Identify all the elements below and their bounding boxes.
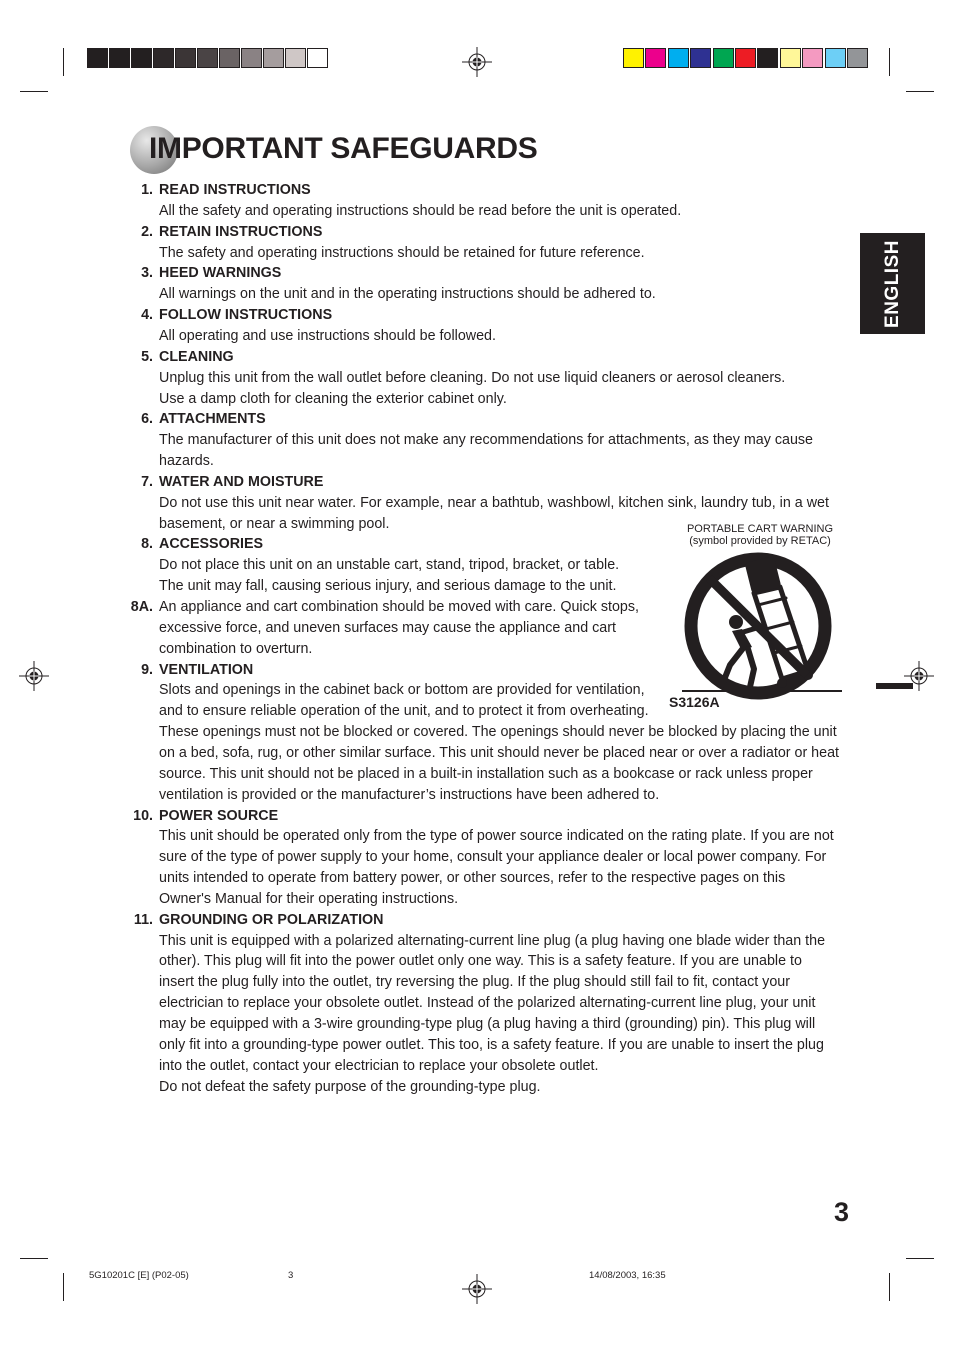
item-heading: GROUNDING OR POLARIZATION xyxy=(159,911,384,928)
item-number: 8. xyxy=(141,536,153,553)
page-title: IMPORTANT SAFEGUARDS xyxy=(149,132,538,165)
item-text-line: All the safety and operating instructions should be read before the unit is operated. xyxy=(159,202,682,219)
color-swatch xyxy=(802,48,823,68)
item-number: 10. xyxy=(133,807,153,824)
item-number: 1. xyxy=(141,182,153,198)
item-heading: VENTILATION xyxy=(159,661,254,678)
item-text-line: electrician to replace your obsolete outlet. Instead of the polarized alternating-current line plug, your unit xyxy=(159,995,816,1012)
item-text-line: combination to overturn. xyxy=(159,640,313,657)
trim-mark xyxy=(906,1258,934,1259)
gray-swatch xyxy=(131,48,152,68)
item-text-line: The manufacturer of this unit does not make any recommendations for attachments, as they may cause xyxy=(159,432,814,449)
item-text-line: may be equipped with a 3-wire grounding-type plug (a plug having a third (grounding) pin). This plug will xyxy=(159,1016,816,1032)
gray-swatch xyxy=(285,48,306,68)
language-tab xyxy=(860,233,925,334)
color-swatch xyxy=(713,48,734,68)
item-text-line: All warnings on the unit and in the operating instructions should be adhered to. xyxy=(159,286,656,303)
item-text-line: An appliance and cart combination should be moved with care. Quick stops, xyxy=(159,599,640,615)
item-text-line: Use a damp cloth for cleaning the exterior cabinet only. xyxy=(159,390,507,407)
color-swatch xyxy=(623,48,644,68)
figure-caption: PORTABLE CART WARNING xyxy=(686,523,834,535)
trim-mark xyxy=(906,91,934,92)
item-heading: CLEANING xyxy=(159,348,234,365)
item-text-line: on a bed, sofa, rug, or other similar surface. This unit should never be placed near or over a radiator or heat xyxy=(159,744,840,761)
gray-swatch xyxy=(241,48,262,68)
item-text-line: All operating and use instructions should be followed. xyxy=(159,327,496,344)
language-tab-label: ENGLISH xyxy=(881,239,903,328)
item-text-line: basement, or near a swimming pool. xyxy=(159,515,390,532)
item-text-line: Do not place this unit on an unstable cart, stand, tripod, bracket, or table. xyxy=(159,557,620,574)
gray-swatch xyxy=(307,48,328,68)
item-text-line: This unit is equipped with a polarized alternating-current line plug (a plug having one blade wider than the xyxy=(159,932,826,949)
item-number: 8A. xyxy=(130,599,153,615)
color-swatch xyxy=(825,48,846,68)
item-number: 3. xyxy=(141,265,153,282)
item-text-line: This unit should be operated only from the type of power source indicated on the rating plate. If you are not xyxy=(159,828,834,845)
item-heading: POWER SOURCE xyxy=(159,807,279,824)
item-text-line: only fit into a grounding-type power outlet. This too, is a safety feature. If you are unable to insert the plug xyxy=(159,1036,824,1053)
color-swatch xyxy=(735,48,756,68)
item-text-line: The unit may fall, causing serious injury, and serious damage to the unit. xyxy=(159,578,617,595)
item-text-line: Owner's Manual for their operating instructions. xyxy=(159,890,459,907)
gray-swatch xyxy=(263,48,284,68)
trim-mark xyxy=(20,91,48,92)
figure-code: S3126A xyxy=(669,694,720,710)
footer-page: 3 xyxy=(288,1270,294,1281)
item-number: 4. xyxy=(141,307,153,324)
color-swatch xyxy=(668,48,689,68)
item-number: 11. xyxy=(133,911,153,928)
color-swatch xyxy=(847,48,868,68)
item-text-line: Do not defeat the safety purpose of the grounding-type plug. xyxy=(159,1078,541,1095)
color-swatch xyxy=(780,48,801,68)
item-text-line: Slots and openings in the cabinet back or bottom are provided for ventilation, xyxy=(159,682,645,699)
gray-swatch xyxy=(87,48,108,68)
footer-doc-code: 5G10201C [E] (P02-05) xyxy=(89,1270,189,1281)
item-heading: RETAIN INSTRUCTIONS xyxy=(159,223,323,240)
item-heading: ACCESSORIES xyxy=(159,536,264,553)
item-heading: WATER AND MOISTURE xyxy=(159,473,324,490)
item-text-line: excessive force, and uneven surfaces may cause the appliance and cart xyxy=(159,619,616,636)
item-heading: FOLLOW INSTRUCTIONS xyxy=(159,307,333,324)
gray-swatch xyxy=(175,48,196,68)
item-heading: READ INSTRUCTIONS xyxy=(159,182,311,198)
gray-swatch xyxy=(109,48,130,68)
item-number: 9. xyxy=(141,661,153,678)
trim-mark xyxy=(20,1258,48,1259)
side-marker-bar xyxy=(876,683,913,689)
item-text-line: hazards. xyxy=(159,453,214,470)
item-text-line: source. This unit should not be placed in a built-in installation such as a bookcase or rack unless proper xyxy=(159,765,813,782)
item-text-line: ventilation is provided or the manufacturer’s instructions have been adhered to. xyxy=(159,786,660,803)
color-swatch xyxy=(757,48,778,68)
trim-mark xyxy=(889,1273,890,1301)
gray-swatch xyxy=(219,48,240,68)
item-number: 5. xyxy=(141,348,153,365)
item-text-line: units intended to operate from battery power, or other sources, refer to the respective pages on this xyxy=(159,870,786,887)
figure-caption-source: (symbol provided by RETAC) xyxy=(689,535,831,547)
registration-mark-icon xyxy=(462,1274,492,1304)
color-swatch xyxy=(645,48,666,68)
gray-swatch xyxy=(153,48,174,68)
trim-mark xyxy=(63,1273,64,1301)
item-number: 6. xyxy=(141,411,153,428)
item-text-line: into the outlet, contact your electrician to replace your obsolete outlet. xyxy=(159,1057,599,1074)
trim-mark xyxy=(889,48,890,76)
item-text-line: sure of the type of power supply to your home, consult your appliance dealer or local power company. For xyxy=(159,849,827,866)
color-swatch xyxy=(690,48,711,68)
item-heading: HEED WARNINGS xyxy=(159,265,282,282)
item-text-line: Unplug this unit from the wall outlet before cleaning. Do not use liquid cleaners or aerosol cleaners. xyxy=(159,369,786,386)
gray-swatch xyxy=(197,48,218,68)
item-text-line: Do not use this unit near water. For example, near a bathtub, washbowl, kitchen sink, laundry tub, in a wet xyxy=(159,494,829,511)
item-text-line: other). This plug will fit into the power outlet only one way. This is a safety feature. If you are unable to xyxy=(159,953,802,970)
item-number: 2. xyxy=(141,223,153,240)
portable-cart-warning-icon xyxy=(682,551,844,703)
item-heading: ATTACHMENTS xyxy=(159,411,266,428)
registration-mark-icon xyxy=(462,47,492,77)
trim-mark xyxy=(63,48,64,76)
item-text-line: and to ensure reliable operation of the unit, and to protect it from overheating. xyxy=(159,703,649,720)
footer-timestamp: 14/08/2003, 16:35 xyxy=(589,1270,666,1281)
item-text-line: These openings must not be blocked or covered. The openings should never be blocked by placing the unit xyxy=(159,724,837,741)
page-number: 3 xyxy=(834,1197,850,1227)
item-number: 7. xyxy=(141,473,153,490)
item-text-line: insert the plug fully into the outlet, try reversing the plug. If the plug should still fail to fit, contact your xyxy=(159,974,790,991)
registration-mark-icon xyxy=(19,661,49,691)
item-text-line: The safety and operating instructions should be retained for future reference. xyxy=(159,244,645,261)
